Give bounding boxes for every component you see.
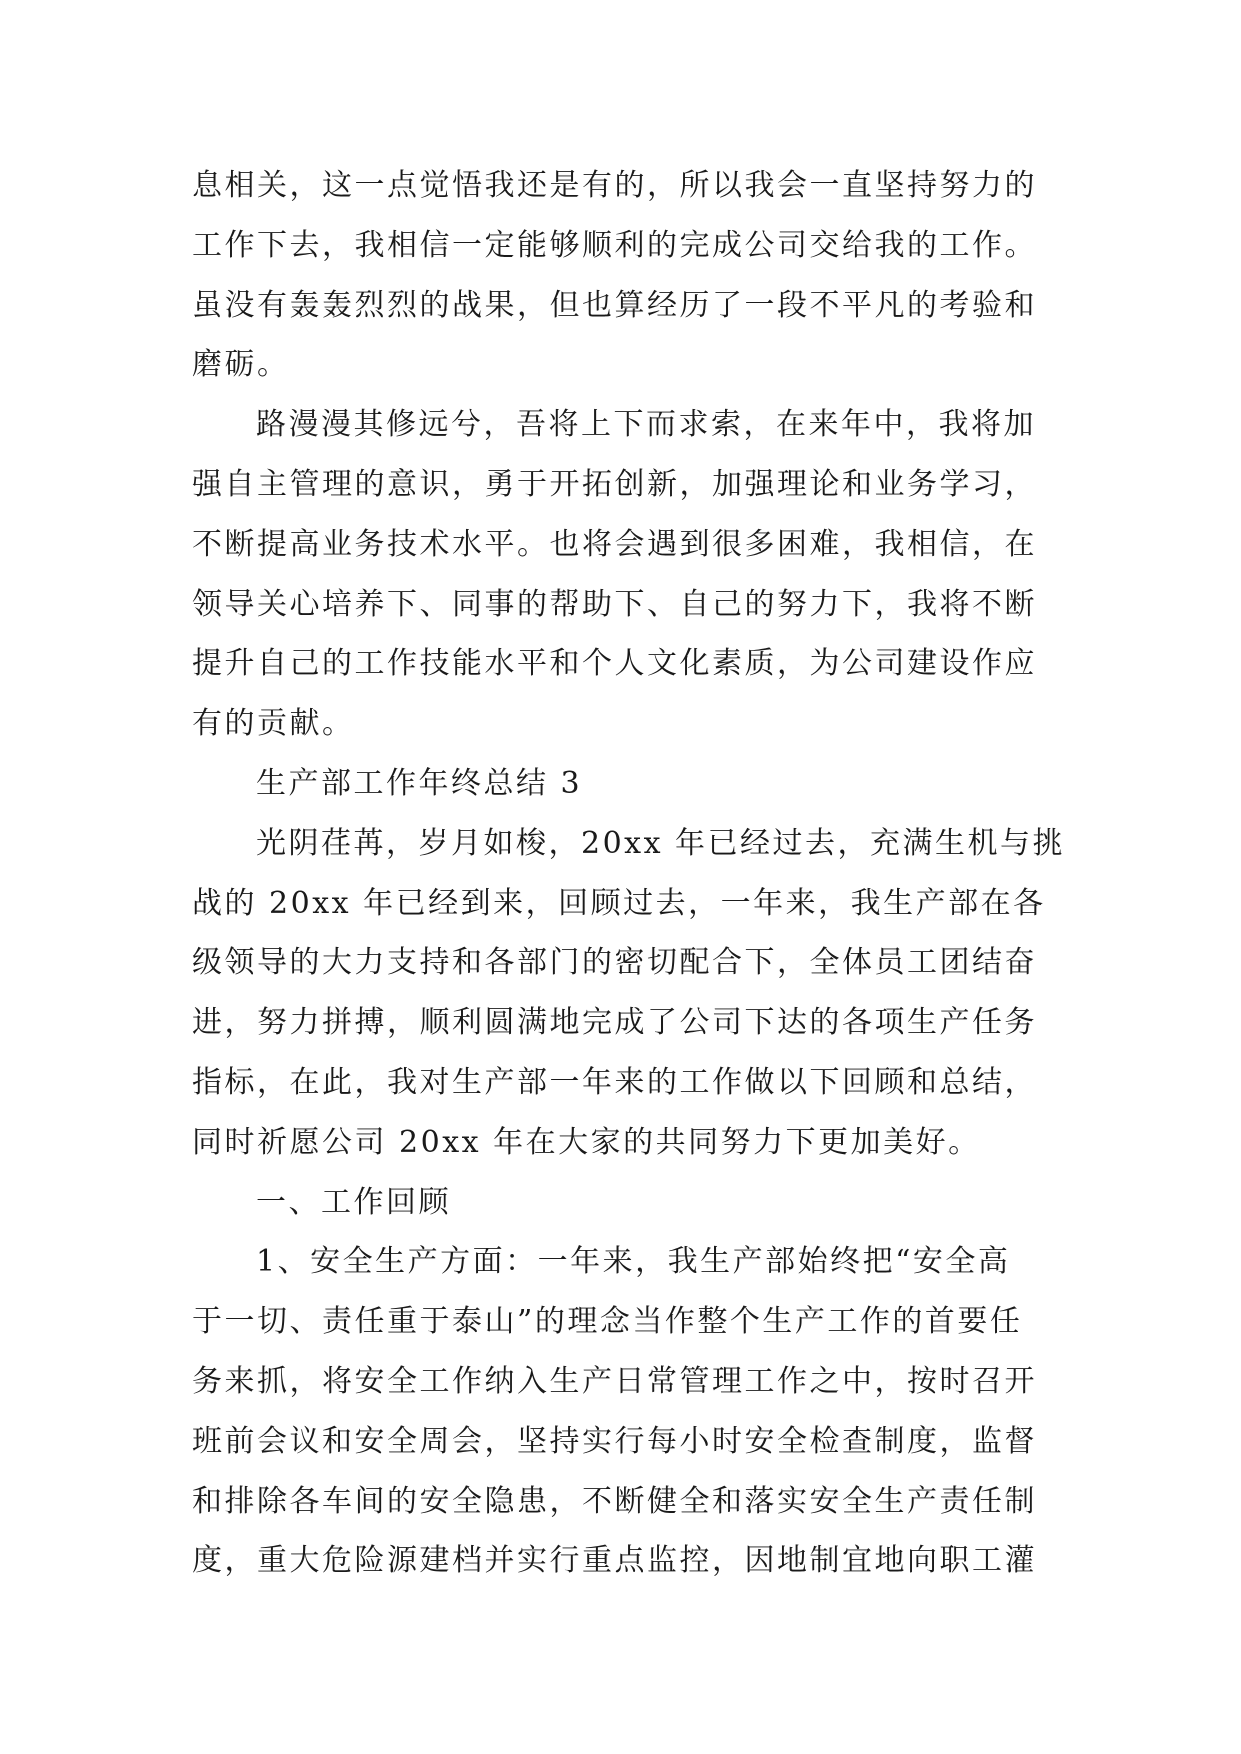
section-heading-summary-3: 生产部工作年终总结 3 <box>256 765 583 801</box>
text-line-14: 级领导的大力支持和各部门的密切配合下，全体员工团结奋 <box>192 945 1037 981</box>
text-line-5: 路漫漫其修远兮，吾将上下而求索，在来年中，我将加 <box>256 407 1036 443</box>
text-line-4: 磨砺。 <box>192 347 290 383</box>
text-line-16: 指标，在此，我对生产部一年来的工作做以下回顾和总结， <box>192 1064 1037 1100</box>
text-line-23: 和排除各车间的安全隐患，不断健全和落实安全生产责任制 <box>192 1483 1037 1519</box>
text-line-19: 1、安全生产方面：一年来，我生产部始终把“安全高 <box>256 1244 1011 1280</box>
text-line-15: 进，努力拼搏，顺利圆满地完成了公司下达的各项生产任务 <box>192 1005 1037 1041</box>
text-line-8: 领导关心培养下、同事的帮助下、自己的努力下，我将不断 <box>192 586 1037 622</box>
text-line-21: 务来抓，将安全工作纳入生产日常管理工作之中，按时召开 <box>192 1363 1037 1399</box>
text-line-12: 光阴荏苒，岁月如梭，20xx 年已经过去，充满生机与挑 <box>256 825 1066 861</box>
text-line-20: 于一切、责任重于泰山”的理念当作整个生产工作的首要任 <box>192 1304 1023 1340</box>
text-line-7: 不断提高业务技术水平。也将会遇到很多困难，我相信，在 <box>192 526 1037 562</box>
text-line-24: 度，重大危险源建档并实行重点监控，因地制宜地向职工灌 <box>192 1543 1037 1579</box>
text-line-9: 提升自己的工作技能水平和个人文化素质，为公司建设作应 <box>192 646 1037 682</box>
text-line-2: 工作下去，我相信一定能够顺利的完成公司交给我的工作。 <box>192 227 1037 263</box>
text-line-1: 息相关，这一点觉悟我还是有的，所以我会一直坚持努力的 <box>192 168 1037 203</box>
text-line-6: 强自主管理的意识，勇于开拓创新，加强理论和业务学习， <box>192 466 1037 502</box>
text-line-17: 同时祈愿公司 20xx 年在大家的共同努力下更加美好。 <box>192 1124 981 1160</box>
text-line-22: 班前会议和安全周会，坚持实行每小时安全检查制度，监督 <box>192 1423 1037 1459</box>
text-line-10: 有的贡献。 <box>192 706 355 742</box>
section-heading-work-review: 一、工作回顾 <box>256 1184 451 1220</box>
text-line-3: 虽没有轰轰烈烈的战果，但也算经历了一段不平凡的考验和 <box>192 287 1037 323</box>
document-body <box>192 156 1072 1591</box>
text-line-13: 战的 20xx 年已经到来，回顾过去，一年来，我生产部在各 <box>192 885 1046 921</box>
